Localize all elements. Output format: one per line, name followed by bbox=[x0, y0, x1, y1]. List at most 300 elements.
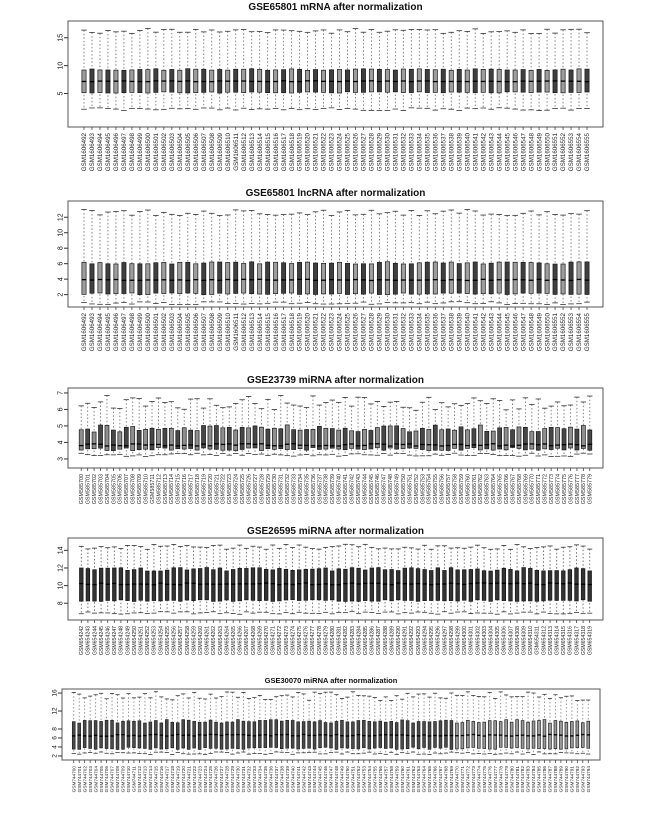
x-tick-label: GSM585776 bbox=[568, 474, 575, 505]
x-tick-label: GSM744728 bbox=[224, 766, 230, 793]
x-tick-label: GSM1606519 bbox=[296, 133, 304, 172]
y-tick-label: 3 bbox=[57, 456, 65, 461]
y-tick-label: 10 bbox=[57, 61, 65, 70]
x-tick-label: GSM1606509 bbox=[216, 132, 224, 172]
chart-gse26595-mirna bbox=[0, 523, 650, 674]
iqr-box bbox=[186, 262, 190, 293]
iqr-box bbox=[581, 426, 585, 449]
x-tick-label: GSM744734 bbox=[257, 766, 263, 793]
iqr-box bbox=[218, 262, 222, 293]
iqr-box bbox=[192, 569, 196, 601]
iqr-box bbox=[80, 568, 84, 601]
x-tick-label: GSM654250 bbox=[131, 626, 138, 656]
x-tick-label: GSM585745 bbox=[368, 474, 375, 505]
iqr-box bbox=[569, 262, 573, 294]
x-tick-label: GSM1606523 bbox=[328, 133, 336, 172]
x-tick-label: GSM1606514 bbox=[256, 313, 264, 352]
chart-title-gse30070-mirna: GSE30070 miRNA after normalization bbox=[264, 676, 398, 685]
x-tick-label: GSM1606538 bbox=[448, 313, 456, 352]
x-tick-label: GSM1606529 bbox=[376, 133, 384, 172]
iqr-box bbox=[231, 569, 235, 601]
x-tick-label: GSM1606517 bbox=[280, 313, 288, 352]
x-tick-label: GSM654310 bbox=[528, 626, 535, 656]
x-tick-label: GSM1606534 bbox=[416, 133, 424, 172]
x-tick-label: GSM654258 bbox=[184, 626, 191, 656]
iqr-box bbox=[409, 264, 413, 294]
x-tick-label: GSM1606537 bbox=[440, 133, 448, 172]
x-tick-label: GSM654295 bbox=[429, 626, 436, 656]
x-tick-label: GSM654255 bbox=[164, 626, 171, 656]
x-tick-label: GSM744716 bbox=[158, 766, 164, 793]
x-tick-label: GSM1606496 bbox=[113, 133, 121, 172]
iqr-box bbox=[321, 263, 325, 294]
x-tick-label: GSM654277 bbox=[310, 626, 317, 656]
x-tick-label: GSM1606550 bbox=[544, 313, 552, 352]
iqr-box bbox=[511, 430, 515, 448]
x-tick-label: GSM744703 bbox=[87, 766, 93, 793]
x-tick-label: GSM1606511 bbox=[232, 313, 240, 351]
iqr-box bbox=[485, 431, 489, 449]
iqr-box bbox=[242, 263, 246, 293]
chart-gse23739-mirna bbox=[0, 372, 650, 523]
x-tick-label: GSM585740 bbox=[336, 474, 343, 505]
x-tick-label: GSM744751 bbox=[350, 766, 356, 793]
x-tick-label: GSM744761 bbox=[405, 766, 411, 793]
x-tick-label: GSM744730 bbox=[235, 766, 241, 793]
x-tick-label: GSM744779 bbox=[503, 766, 509, 793]
x-tick-label: GSM1606553 bbox=[568, 133, 576, 172]
iqr-box bbox=[406, 721, 409, 749]
iqr-box bbox=[92, 432, 96, 449]
x-tick-label: GSM1606503 bbox=[168, 313, 176, 352]
x-tick-label: GSM1606496 bbox=[113, 313, 121, 352]
x-tick-label: GSM1606495 bbox=[105, 313, 113, 352]
x-tick-label: GSM744748 bbox=[334, 766, 340, 793]
x-tick-label: GSM1606508 bbox=[208, 133, 216, 172]
x-tick-label: GSM654267 bbox=[244, 626, 251, 656]
x-tick-label: GSM744775 bbox=[481, 766, 487, 793]
iqr-box bbox=[105, 720, 108, 748]
x-tick-label: GSM585706 bbox=[117, 474, 124, 505]
y-axis bbox=[57, 34, 68, 96]
iqr-box bbox=[346, 722, 349, 748]
x-tick-label: GSM1606494 bbox=[97, 313, 105, 352]
x-tick-label: GSM1606506 bbox=[192, 133, 200, 172]
x-tick-label: GSM744714 bbox=[148, 766, 154, 793]
x-tick-label: GSM1606540 bbox=[464, 133, 472, 172]
y-tick-label: 16 bbox=[51, 689, 59, 697]
x-tick-label: GSM1606530 bbox=[384, 133, 392, 172]
x-tick-label: GSM1606534 bbox=[416, 313, 424, 352]
x-tick-label: GSM585742 bbox=[349, 474, 356, 505]
iqr-box bbox=[476, 569, 480, 600]
x-tick-label: GSM654315 bbox=[561, 626, 568, 656]
iqr-box bbox=[513, 262, 517, 294]
x-tick-label: GSM1606545 bbox=[504, 133, 512, 172]
x-tick-label: GSM654254 bbox=[158, 626, 165, 656]
iqr-box bbox=[537, 263, 541, 293]
iqr-box bbox=[356, 432, 360, 450]
chart-gse30070-mirna bbox=[0, 674, 650, 815]
x-tick-label: GSM1606543 bbox=[488, 133, 496, 172]
x-tick-label: GSM585735 bbox=[304, 474, 311, 505]
x-tick-label: GSM1606549 bbox=[536, 133, 544, 172]
iqr-box bbox=[259, 427, 263, 450]
iqr-box bbox=[377, 69, 381, 92]
x-tick-label: GSM654274 bbox=[290, 626, 297, 656]
x-tick-label: GSM1606535 bbox=[424, 133, 432, 172]
iqr-box bbox=[536, 432, 540, 451]
x-tick-label: GSM744736 bbox=[268, 766, 274, 793]
iqr-box bbox=[441, 263, 445, 293]
iqr-box bbox=[330, 571, 334, 600]
x-tick-label: GSM654248 bbox=[118, 626, 125, 656]
iqr-box bbox=[443, 570, 447, 600]
iqr-box bbox=[189, 430, 193, 448]
x-tick-label: GSM1606497 bbox=[121, 313, 129, 352]
x-tick-label: GSM1606529 bbox=[376, 313, 384, 352]
iqr-box bbox=[478, 425, 482, 450]
x-tick-label: GSM654247 bbox=[112, 626, 119, 656]
x-tick-label: GSM654278 bbox=[316, 626, 323, 656]
x-tick-label: GSM585755 bbox=[433, 474, 440, 505]
iqr-box bbox=[373, 722, 376, 748]
x-tick-label: GSM744727 bbox=[219, 766, 225, 793]
iqr-box bbox=[116, 723, 119, 750]
iqr-box bbox=[319, 721, 322, 748]
iqr-box bbox=[401, 429, 405, 449]
x-tick-label: GSM1606521 bbox=[312, 313, 320, 352]
x-tick-label: GSM654298 bbox=[448, 626, 455, 656]
iqr-box bbox=[370, 568, 374, 601]
x-tick-label: GSM1606544 bbox=[496, 313, 504, 352]
iqr-box bbox=[98, 263, 102, 293]
x-tick-label: GSM654282 bbox=[343, 626, 350, 656]
iqr-box bbox=[185, 570, 189, 600]
iqr-box bbox=[133, 721, 136, 747]
x-tick-label: GSM744733 bbox=[252, 766, 258, 793]
x-tick-label: GSM1606501 bbox=[153, 133, 161, 172]
x-tick-label: GSM654287 bbox=[376, 626, 383, 656]
x-tick-label: GSM585713 bbox=[162, 474, 169, 505]
y-axis bbox=[57, 391, 68, 461]
x-tick-label: GSM744713 bbox=[142, 766, 148, 793]
x-tick-label: GSM585701 bbox=[85, 474, 92, 505]
iqr-box bbox=[575, 429, 579, 450]
x-tick-label: GSM654280 bbox=[330, 626, 337, 656]
x-tick-label: GSM1606535 bbox=[424, 313, 432, 352]
iqr-box bbox=[304, 569, 308, 600]
iqr-box bbox=[78, 723, 81, 749]
x-tick-label: GSM654306 bbox=[501, 626, 508, 656]
x-tick-label: GSM654288 bbox=[382, 626, 389, 656]
iqr-box bbox=[335, 721, 338, 749]
x-tick-label: GSM654257 bbox=[178, 626, 185, 656]
iqr-box bbox=[362, 720, 365, 747]
x-tick-label: GSM585709 bbox=[137, 474, 144, 505]
iqr-box bbox=[311, 429, 315, 447]
y-tick-label: 8 bbox=[57, 601, 65, 606]
x-tick-label: GSM1606493 bbox=[89, 133, 97, 172]
iqr-box bbox=[417, 721, 420, 748]
x-tick-label: GSM744701 bbox=[76, 766, 82, 793]
iqr-box bbox=[146, 571, 150, 601]
x-tick-label: GSM1606551 bbox=[552, 313, 560, 352]
x-tick-label: GSM1606526 bbox=[352, 133, 360, 172]
x-tick-label: GSM744792 bbox=[574, 766, 580, 793]
x-tick-label: GSM1606518 bbox=[288, 313, 296, 352]
x-tick-label: GSM1606548 bbox=[528, 313, 536, 352]
x-tick-label: GSM1606521 bbox=[312, 133, 320, 172]
x-tick-label: GSM1606528 bbox=[368, 133, 376, 172]
x-tick-label: GSM744715 bbox=[153, 766, 159, 793]
x-tick-label: GSM1606530 bbox=[384, 313, 392, 352]
iqr-box bbox=[555, 571, 559, 601]
x-tick-label: GSM654286 bbox=[369, 626, 376, 656]
iqr-box bbox=[562, 429, 566, 450]
x-tick-label: GSM1606532 bbox=[400, 133, 408, 172]
x-tick-label: GSM654273 bbox=[283, 626, 290, 656]
iqr-box bbox=[313, 263, 317, 294]
x-tick-label: GSM744738 bbox=[279, 766, 285, 793]
x-tick-label: GSM585747 bbox=[381, 474, 388, 505]
x-tick-label: GSM585764 bbox=[491, 474, 498, 505]
x-tick-label: GSM654266 bbox=[237, 626, 244, 656]
x-tick-label: GSM744760 bbox=[399, 766, 405, 793]
x-tick-label: GSM1606502 bbox=[161, 313, 169, 352]
iqr-box bbox=[289, 69, 293, 93]
x-tick-label: GSM1606551 bbox=[552, 133, 560, 172]
x-tick-label: GSM1606522 bbox=[320, 313, 328, 352]
y-tick-label: 2 bbox=[51, 754, 59, 758]
x-tick-label: GSM1606555 bbox=[584, 313, 592, 352]
x-tick-label: GSM1606498 bbox=[129, 313, 137, 352]
x-tick-label: GSM585728 bbox=[259, 474, 266, 505]
x-tick-label: GSM1606555 bbox=[584, 133, 592, 172]
x-tick-label: GSM1606500 bbox=[145, 313, 153, 352]
x-tick-label: GSM654263 bbox=[217, 626, 224, 656]
x-tick-label: GSM585768 bbox=[516, 474, 523, 505]
iqr-box bbox=[154, 263, 158, 293]
x-tick-label: GSM654311 bbox=[534, 626, 541, 655]
iqr-box bbox=[258, 720, 261, 747]
x-tick-label: GSM654246 bbox=[105, 626, 112, 656]
x-tick-label: GSM585753 bbox=[420, 474, 427, 505]
iqr-box bbox=[457, 264, 461, 294]
iqr-box bbox=[106, 264, 110, 294]
x-tick-label: GSM744771 bbox=[460, 766, 466, 793]
iqr-box bbox=[532, 721, 535, 748]
iqr-box bbox=[152, 571, 156, 601]
iqr-box bbox=[383, 570, 387, 600]
x-tick-label: GSM585731 bbox=[278, 474, 285, 505]
x-tick-label: GSM654249 bbox=[125, 626, 132, 656]
plot-border bbox=[68, 388, 603, 468]
x-tick-label: GSM654304 bbox=[488, 626, 495, 656]
iqr-box bbox=[416, 569, 420, 602]
x-tick-label: GSM654284 bbox=[356, 626, 363, 656]
iqr-box bbox=[226, 722, 229, 749]
iqr-box bbox=[489, 263, 493, 294]
y-tick-label: 12 bbox=[57, 213, 65, 222]
iqr-box bbox=[159, 571, 163, 601]
iqr-box bbox=[124, 427, 128, 448]
x-tick-label: GSM744774 bbox=[476, 766, 482, 793]
x-tick-label: GSM654314 bbox=[554, 626, 561, 656]
iqr-box bbox=[513, 70, 517, 92]
iqr-box bbox=[549, 723, 552, 749]
x-tick-label: GSM1606525 bbox=[344, 313, 352, 352]
x-tick-label: GSM585722 bbox=[220, 474, 227, 505]
x-tick-label: GSM1606523 bbox=[328, 313, 336, 352]
x-tick-label: GSM1606552 bbox=[560, 313, 568, 352]
x-tick-label: GSM744709 bbox=[120, 766, 126, 793]
x-tick-label: GSM1606532 bbox=[400, 313, 408, 352]
x-tick-label: GSM1606541 bbox=[472, 313, 480, 352]
y-tick-label: 8 bbox=[51, 727, 59, 731]
x-tick-label: GSM654316 bbox=[567, 626, 574, 656]
iqr-box bbox=[502, 568, 506, 600]
iqr-box bbox=[350, 568, 354, 601]
x-tick-label: GSM585730 bbox=[272, 474, 279, 505]
x-tick-label: GSM654268 bbox=[250, 626, 257, 656]
x-tick-label: GSM654279 bbox=[323, 626, 330, 656]
x-tick-label: GSM1606505 bbox=[184, 313, 192, 352]
iqr-box bbox=[226, 262, 230, 293]
iqr-box bbox=[469, 570, 473, 602]
iqr-box bbox=[530, 432, 534, 449]
x-tick-label: GSM744762 bbox=[410, 766, 416, 793]
x-tick-label: GSM585734 bbox=[297, 474, 304, 505]
x-tick-label: GSM1606499 bbox=[137, 313, 145, 352]
x-tick-label: GSM1606497 bbox=[121, 133, 129, 172]
iqr-box bbox=[505, 262, 509, 294]
x-tick-label: GSM585710 bbox=[143, 474, 150, 505]
iqr-box bbox=[282, 263, 286, 293]
x-tick-label: GSM744791 bbox=[569, 766, 575, 793]
x-tick-label: GSM744757 bbox=[383, 766, 389, 793]
iqr-box bbox=[297, 262, 301, 294]
x-tick-label: GSM585717 bbox=[188, 474, 195, 505]
y-axis bbox=[57, 546, 68, 605]
iqr-box bbox=[465, 263, 469, 294]
x-tick-label: GSM1606519 bbox=[296, 313, 304, 352]
x-tick-label: GSM585705 bbox=[111, 474, 118, 505]
x-tick-label: GSM585707 bbox=[124, 474, 131, 505]
x-tick-label: GSM585700 bbox=[79, 474, 86, 505]
iqr-box bbox=[545, 264, 549, 294]
x-tick-label: GSM585720 bbox=[207, 474, 214, 505]
x-tick-label: GSM585778 bbox=[581, 474, 588, 505]
x-tick-label: GSM1606547 bbox=[520, 133, 528, 172]
x-tick-label: GSM654275 bbox=[297, 626, 304, 656]
x-tick-label: GSM1606504 bbox=[176, 133, 184, 172]
y-tick-label: 8 bbox=[57, 246, 65, 251]
iqr-box bbox=[194, 69, 198, 92]
x-tick-label: GSM1606533 bbox=[408, 313, 416, 352]
iqr-box bbox=[396, 571, 400, 600]
iqr-box bbox=[274, 262, 278, 293]
x-tick-label: GSM585704 bbox=[104, 474, 111, 505]
x-tick-label: GSM654312 bbox=[541, 626, 548, 656]
iqr-box bbox=[264, 569, 268, 600]
x-tick-label: GSM744783 bbox=[525, 766, 531, 793]
iqr-box bbox=[401, 264, 405, 293]
x-tick-label: GSM654260 bbox=[197, 626, 204, 656]
x-tick-label: GSM585769 bbox=[523, 474, 530, 505]
iqr-box bbox=[198, 722, 201, 749]
iqr-box bbox=[379, 721, 382, 747]
iqr-box bbox=[505, 720, 508, 748]
iqr-box bbox=[329, 263, 333, 294]
x-tick-label: GSM654297 bbox=[442, 626, 449, 656]
iqr-box bbox=[90, 264, 94, 293]
y-tick-label: 5 bbox=[57, 91, 65, 96]
x-tick-label: GSM1606505 bbox=[184, 133, 192, 172]
iqr-box bbox=[363, 570, 367, 601]
iqr-box bbox=[350, 431, 354, 449]
iqr-box bbox=[343, 428, 347, 449]
x-tick-label: GSM1606548 bbox=[528, 133, 536, 172]
x-tick-label: GSM1606498 bbox=[129, 133, 137, 172]
iqr-box bbox=[149, 722, 152, 749]
iqr-box bbox=[495, 570, 499, 600]
iqr-box bbox=[456, 570, 460, 601]
x-tick-label: GSM744726 bbox=[213, 766, 219, 793]
x-tick-label: GSM1606552 bbox=[560, 133, 568, 172]
x-tick-label: GSM1606537 bbox=[440, 313, 448, 352]
iqr-box bbox=[576, 721, 579, 748]
x-tick-label: GSM585765 bbox=[497, 474, 504, 505]
iqr-box bbox=[361, 264, 365, 294]
x-tick-label: GSM1606542 bbox=[480, 313, 488, 352]
iqr-box bbox=[130, 264, 134, 293]
x-tick-label: GSM744737 bbox=[273, 766, 279, 793]
iqr-box bbox=[221, 428, 225, 450]
x-tick-label: GSM654264 bbox=[224, 626, 231, 656]
x-tick-label: GSM744744 bbox=[312, 766, 318, 793]
iqr-box bbox=[385, 262, 389, 295]
x-tick-label: GSM1606501 bbox=[153, 313, 161, 352]
iqr-box bbox=[543, 429, 547, 449]
iqr-box bbox=[90, 69, 94, 93]
x-tick-label: GSM1606514 bbox=[256, 133, 264, 172]
iqr-box bbox=[137, 430, 141, 449]
x-tick-label: GSM744708 bbox=[115, 766, 121, 793]
x-tick-label: GSM1606541 bbox=[472, 133, 480, 172]
x-tick-label: GSM1606540 bbox=[464, 313, 472, 352]
x-tick-label: GSM744700 bbox=[71, 766, 77, 793]
x-tick-label: GSM1606550 bbox=[544, 133, 552, 172]
iqr-box bbox=[473, 262, 477, 294]
x-tick-label: GSM585736 bbox=[310, 474, 317, 505]
x-tick-label: GSM585772 bbox=[542, 474, 549, 505]
iqr-box bbox=[297, 570, 301, 601]
iqr-box bbox=[357, 568, 361, 601]
iqr-box bbox=[375, 428, 379, 448]
iqr-box bbox=[433, 262, 437, 294]
iqr-box bbox=[535, 570, 539, 601]
iqr-box bbox=[377, 568, 381, 602]
x-tick-label: GSM585771 bbox=[536, 474, 543, 505]
x-tick-label: GSM744766 bbox=[432, 766, 438, 793]
iqr-box bbox=[446, 429, 450, 450]
iqr-box bbox=[93, 570, 97, 601]
iqr-box bbox=[234, 262, 238, 293]
x-tick-label: GSM1606494 bbox=[97, 133, 105, 172]
y-axis bbox=[51, 689, 62, 758]
iqr-box bbox=[150, 428, 154, 450]
